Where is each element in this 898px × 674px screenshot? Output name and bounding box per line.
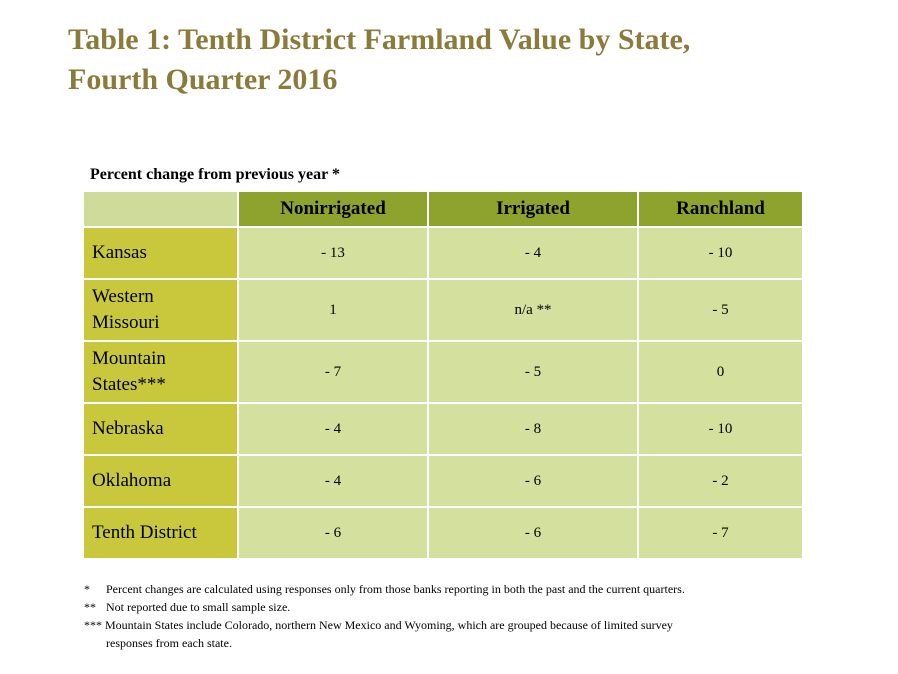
table-header-row [83, 191, 803, 227]
table-cell: - 6 [428, 455, 638, 507]
table-cell: - 2 [638, 455, 803, 507]
column-header-irrigated: Irrigated [428, 191, 638, 227]
row-label-kansas: Kansas [83, 227, 238, 279]
table-row [83, 403, 803, 455]
table-cell: - 4 [238, 455, 428, 507]
footnote-1-mark: * [84, 582, 90, 596]
table-cell: - 6 [238, 507, 428, 559]
footnote-2-mark: ** [84, 600, 96, 614]
table-cell: - 5 [638, 279, 803, 341]
table-cell: - 8 [428, 403, 638, 455]
table-cell: n/a ** [428, 279, 638, 341]
table-cell: - 4 [428, 227, 638, 279]
table-cell: - 7 [638, 507, 803, 559]
page-title [68, 20, 690, 100]
table-footnotes [84, 580, 685, 652]
row-label-mountain-states: Mountain States*** [83, 341, 238, 403]
footnote-1 [84, 580, 685, 598]
row-label-oklahoma: Oklahoma [83, 455, 238, 507]
table-cell: 0 [638, 341, 803, 403]
column-header-nonirrigated: Nonirrigated [238, 191, 428, 227]
table-cell: - 4 [238, 403, 428, 455]
title-line-2: Fourth Quarter 2016 [68, 63, 338, 96]
farmland-value-table [82, 190, 804, 560]
table-cell: - 10 [638, 403, 803, 455]
footnote-2 [84, 598, 685, 616]
table-cell: 1 [238, 279, 428, 341]
table-cell: - 7 [238, 341, 428, 403]
table-cell: - 13 [238, 227, 428, 279]
table-subtitle: Percent change from previous year * [90, 166, 340, 183]
footnote-3: *** Mountain States include Colorado, northern New Mexico and Wyoming, which are grouped because of limited survey [84, 618, 673, 632]
table-row [83, 507, 803, 559]
footnote-1-text: Percent changes are calculated using responses only from those banks reporting in both the past and the current quarters. [106, 582, 685, 596]
table-cell: - 10 [638, 227, 803, 279]
row-label-western-missouri: Western Missouri [83, 279, 238, 341]
table-row [83, 227, 803, 279]
header-corner-cell [83, 191, 238, 227]
column-header-ranchland: Ranchland [638, 191, 803, 227]
table-cell: - 6 [428, 507, 638, 559]
footnote-2-text: Not reported due to small sample size. [106, 600, 291, 614]
table-cell: - 5 [428, 341, 638, 403]
footnote-3-continued: responses from each state. [106, 636, 232, 650]
table-row [83, 455, 803, 507]
table-row [83, 341, 803, 403]
row-label-nebraska: Nebraska [83, 403, 238, 455]
row-label-tenth-district: Tenth District [83, 507, 238, 559]
table-row [83, 279, 803, 341]
title-line-1: Table 1: Tenth District Farmland Value by State, [68, 23, 691, 56]
